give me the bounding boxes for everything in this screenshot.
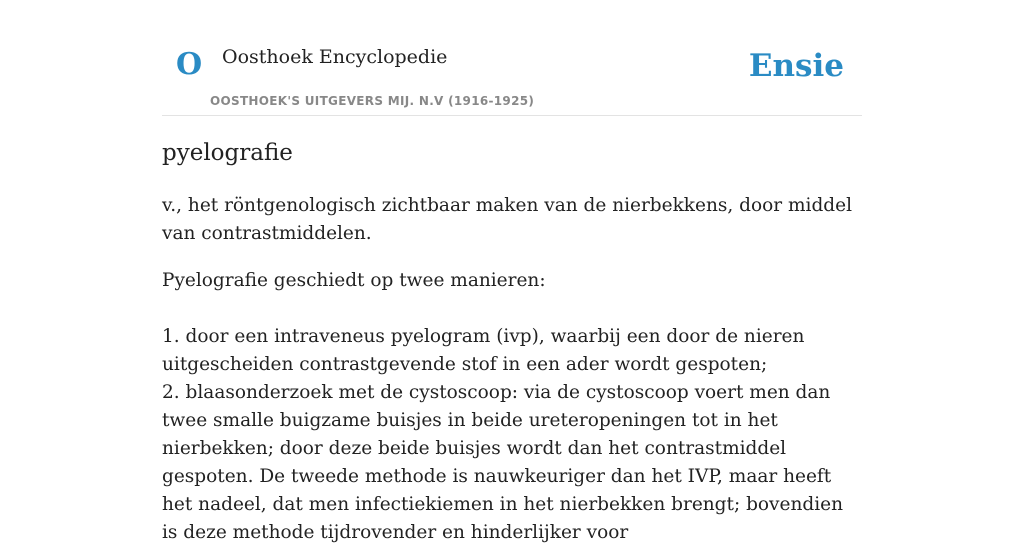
source-title[interactable]: Oosthoek Encyclopedie (222, 46, 448, 68)
article-paragraph-definition: v., het röntgenologisch zichtbaar maken van de nierbekkens, door middel van contrastmiddelen. (162, 194, 852, 244)
ensie-logo[interactable]: Ensie (748, 48, 844, 84)
article-term: pyelografie (162, 140, 293, 166)
article-list-item-1: 1. door een intraveneus pyelogram (ivp), waarbij een door de nieren uitgescheiden contrastgevende stof in een ader wordt gespoten; (162, 325, 805, 375)
article-paragraph-intro: Pyelografie geschiedt op twee manieren: (162, 269, 546, 291)
source-subtitle: OOSTHOEK'S UITGEVERS MIJ. N.V (1916-1925) (210, 94, 535, 108)
article-list-item-2: 2. blaasonderzoek met de cystoscoop: via de cystoscoop voert men dan twee smalle buigzame buisjes in beide ureteropeningen tot in het nierbekken; door deze beide buisjes wordt dan het contrastmiddel gespoten. De tweede methode is nauwkeuriger dan het IVP, maar heeft het nadeel, dat men infectiekiemen in het nierbekken brengt; bovendien is deze methode tijdrovender en hinderlijker voor (162, 381, 843, 543)
page (162, 0, 862, 547)
source-header (162, 0, 862, 116)
source-logo-icon[interactable]: O (176, 47, 203, 82)
